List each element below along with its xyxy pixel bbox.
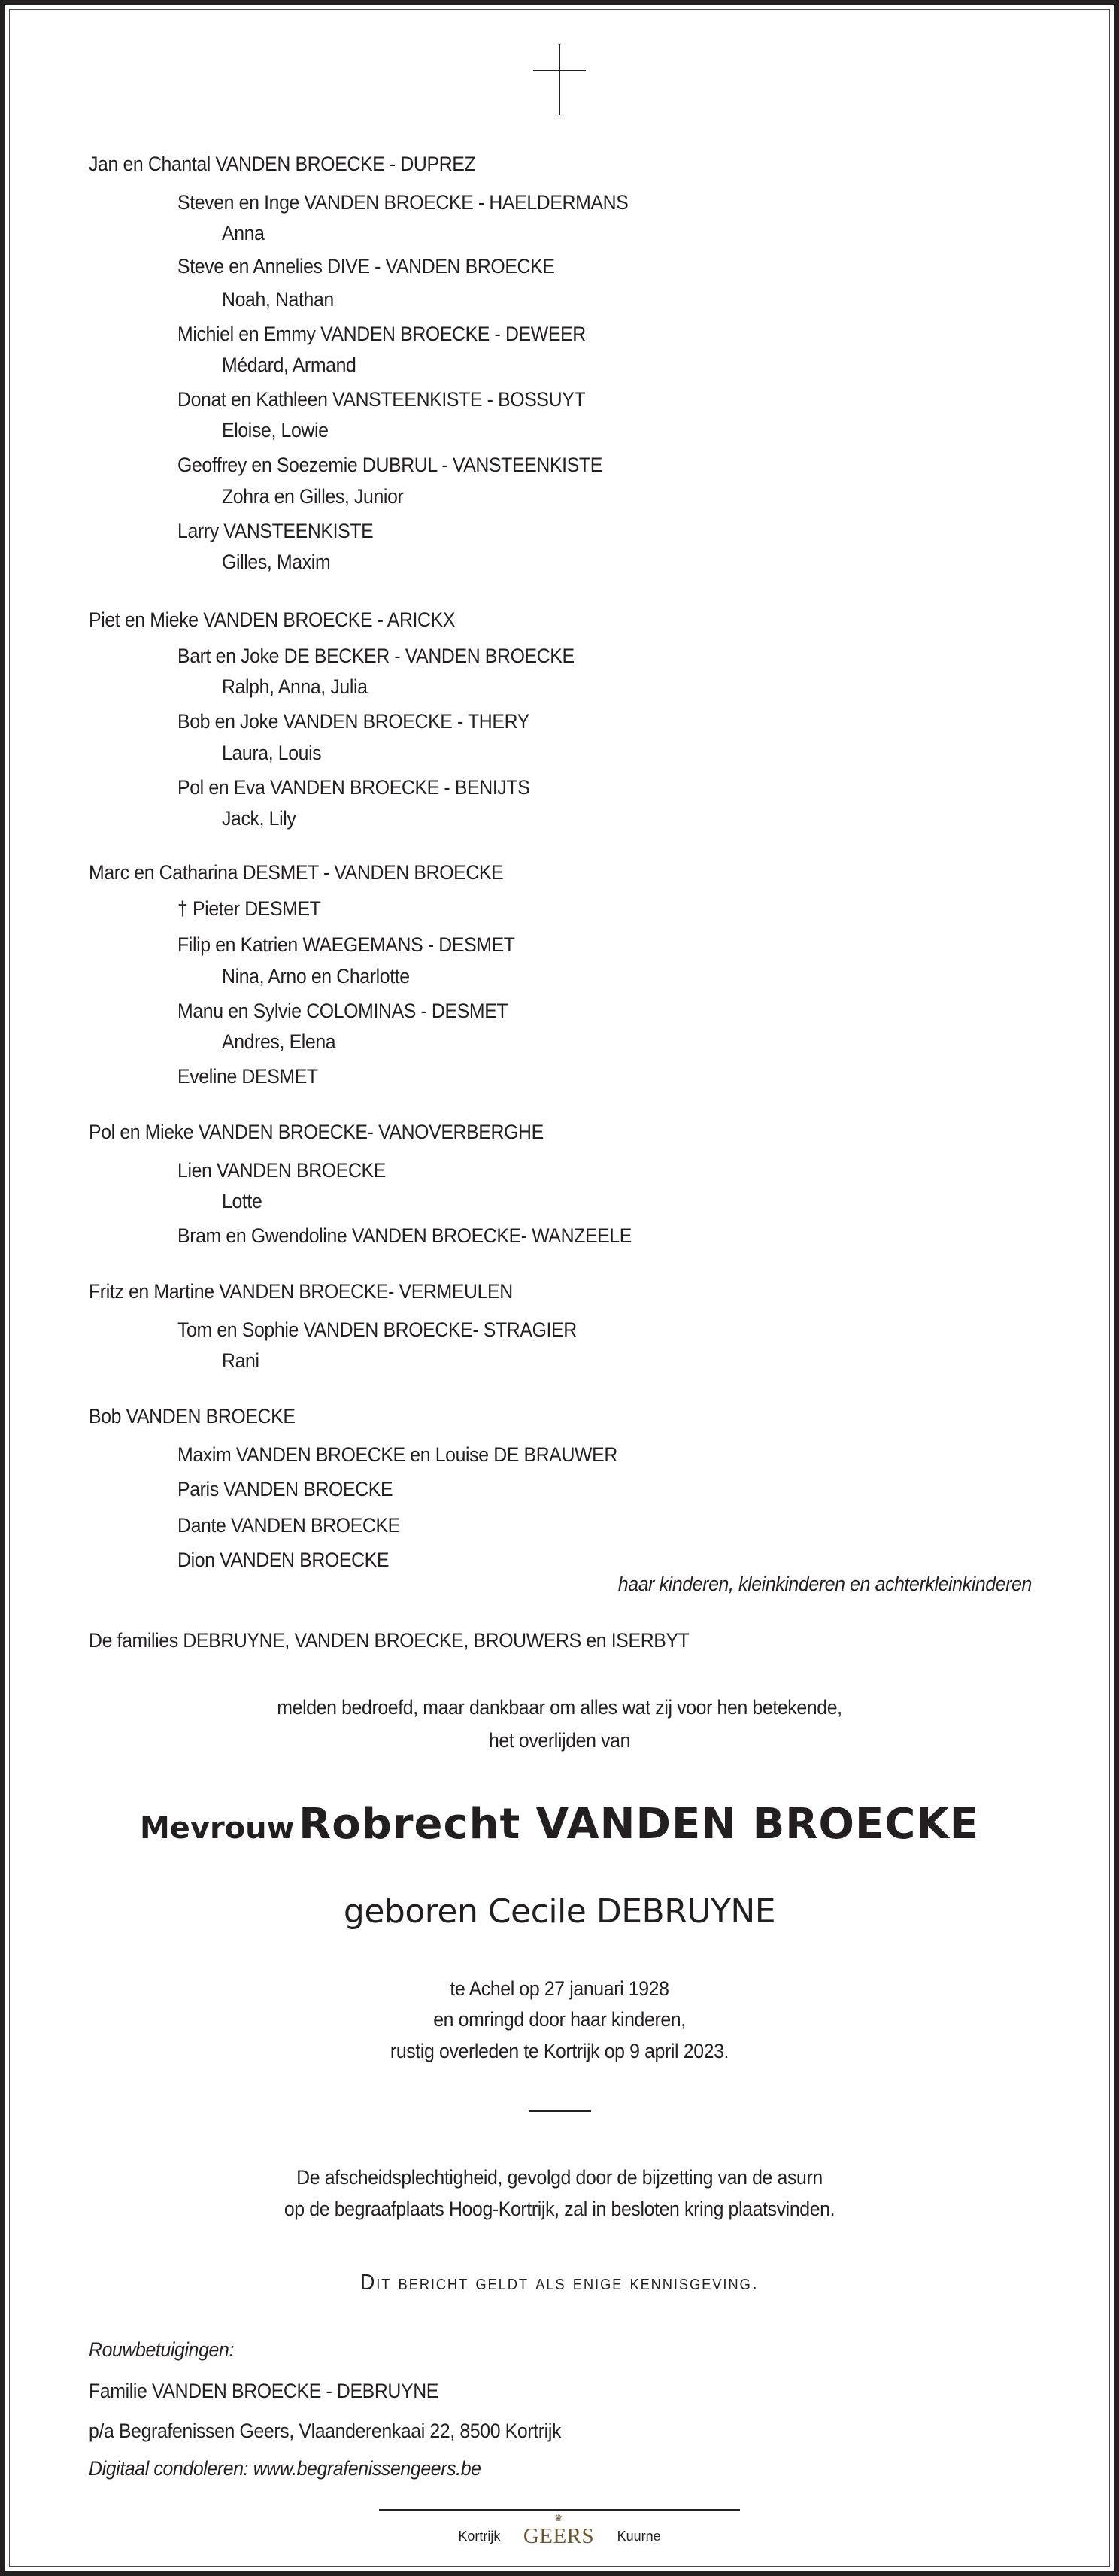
family-child: Dion VANDEN BROECKE [177, 1549, 390, 1571]
family-child: Manu en Sylvie COLOMINAS - DESMET [177, 1000, 508, 1022]
obituary-page [5, 5, 1114, 2571]
family-child: Larry VANSTEENKISTE [177, 520, 374, 542]
family-grandchildren: Jack, Lily [222, 807, 296, 830]
family-child: Dante VANDEN BROECKE [177, 1514, 400, 1537]
family-grandchildren: Gilles, Maxim [222, 551, 331, 573]
family-child: Bob en Joke VANDEN BROECKE - THERY [177, 710, 529, 733]
family-grandchildren: Ralph, Anna, Julia [222, 675, 368, 698]
funeral-home-footer [5, 2513, 1114, 2549]
death-details: rustig overleden te Kortrijk op 9 april 2023. [390, 2040, 729, 2062]
family-child: Geoffrey en Soezemie DUBRUL - VANSTEENKISTE [177, 454, 602, 476]
deceased-prefix: Mevrouw [139, 1811, 295, 1846]
other-families: De families DEBRUYNE, VANDEN BROECKE, BROUWERS en ISERBYT [89, 1629, 690, 1652]
family-child: Michiel en Emmy VANDEN BROECKE - DEWEER [177, 323, 586, 345]
family-child: Steven en Inge VANDEN BROECKE - HAELDERMANS [177, 191, 629, 214]
family-head: Bob VANDEN BROECKE [89, 1405, 296, 1428]
family-grandchildren: Noah, Nathan [222, 288, 334, 311]
footer-town-left: Kortrijk [458, 2529, 501, 2544]
geers-logo [523, 2513, 595, 2549]
deceased-full-name: Robrecht VANDEN BROECKE [299, 1800, 980, 1849]
family-child: Tom en Sophie VANDEN BROECKE- STRAGIER [177, 1318, 577, 1341]
family-child: Donat en Kathleen VANSTEENKISTE - BOSSUYT [177, 388, 586, 411]
family-grandchildren: Laura, Louis [222, 742, 322, 764]
family-head: Marc en Catharina DESMET - VANDEN BROECKE [89, 861, 504, 884]
family-child: Lien VANDEN BROECKE [177, 1159, 386, 1182]
family-grandchildren: Lotte [222, 1190, 262, 1212]
ceremony-line-1: De afscheidsplechtigheid, gevolgd door de bijzetting van de asurn [296, 2166, 823, 2189]
family-child: Paris VANDEN BROECKE [177, 1478, 393, 1500]
family-grandchildren: Eloise, Lowie [222, 419, 329, 441]
family-grandchildren: Rani [222, 1349, 259, 1372]
condolences-address: p/a Begrafenissen Geers, Vlaanderenkaai 22, 8500 Kortrijk [89, 2420, 562, 2442]
announcement-line-1: melden bedroefd, maar dankbaar om alles wat zij voor hen betekende, [277, 1696, 842, 1719]
surrounded-details: en omringd door haar kinderen, [433, 2008, 686, 2031]
family-head: Jan en Chantal VANDEN BROECKE - DUPREZ [89, 153, 476, 175]
birth-details: te Achel op 27 januari 1928 [450, 1977, 669, 2000]
condolences-website-link[interactable]: Digitaal condoleren: www.begrafenissengeers.be [89, 2457, 481, 2480]
footer-town-right: Kuurne [617, 2529, 661, 2544]
family-grandchildren: Nina, Arno en Charlotte [222, 965, 410, 988]
condolences-label: Rouwbetuigingen: [89, 2338, 234, 2361]
deceased-name [5, 1798, 1114, 1861]
family-grandchildren: Andres, Elena [222, 1030, 336, 1053]
family-child-deceased: † Pieter DESMET [177, 897, 321, 920]
announcement-line-2: het overlijden van [488, 1729, 631, 1752]
family-summary: haar kinderen, kleinkinderen en achterkleinkinderen [617, 1573, 1032, 1595]
family-child: Bart en Joke DE BECKER - VANDEN BROECKE [177, 645, 575, 667]
family-grandchildren: Médard, Armand [222, 353, 356, 376]
deceased-birth-name: geboren Cecile DEBRUYNE [343, 1892, 776, 1931]
family-grandchildren: Zohra en Gilles, Junior [222, 485, 404, 508]
family-child: Eveline DESMET [177, 1065, 318, 1088]
family-head: Pol en Mieke VANDEN BROECKE- VANOVERBERGHE [89, 1121, 544, 1143]
family-head: Piet en Mieke VANDEN BROECKE - ARICKX [89, 608, 456, 631]
family-child: Maxim VANDEN BROECKE en Louise DE BRAUWER [177, 1443, 617, 1466]
family-child: Steve en Annelies DIVE - VANDEN BROECKE [177, 255, 555, 278]
condolences-recipient: Familie VANDEN BROECKE - DEBRUYNE [89, 2380, 438, 2402]
family-child: Filip en Katrien WAEGEMANS - DESMET [177, 933, 515, 956]
divider-short [529, 2110, 591, 2112]
notice-text: Dit bericht geldt als enige kennisgeving. [360, 2271, 759, 2295]
family-head: Fritz en Martine VANDEN BROECKE- VERMEULEN [89, 1280, 513, 1303]
family-child: Bram en Gwendoline VANDEN BROECKE- WANZEELE [177, 1224, 632, 1247]
footer-divider [379, 2509, 740, 2511]
family-child: Pol en Eva VANDEN BROECKE - BENIJTS [177, 776, 530, 799]
crown-icon: ♛ [554, 2513, 563, 2523]
family-grandchildren: Anna [222, 222, 265, 244]
ceremony-line-2: op de begraafplaats Hoog-Kortrijk, zal in besloten kring plaatsvinden. [284, 2198, 835, 2220]
logo-text: GEERS [523, 2524, 595, 2548]
